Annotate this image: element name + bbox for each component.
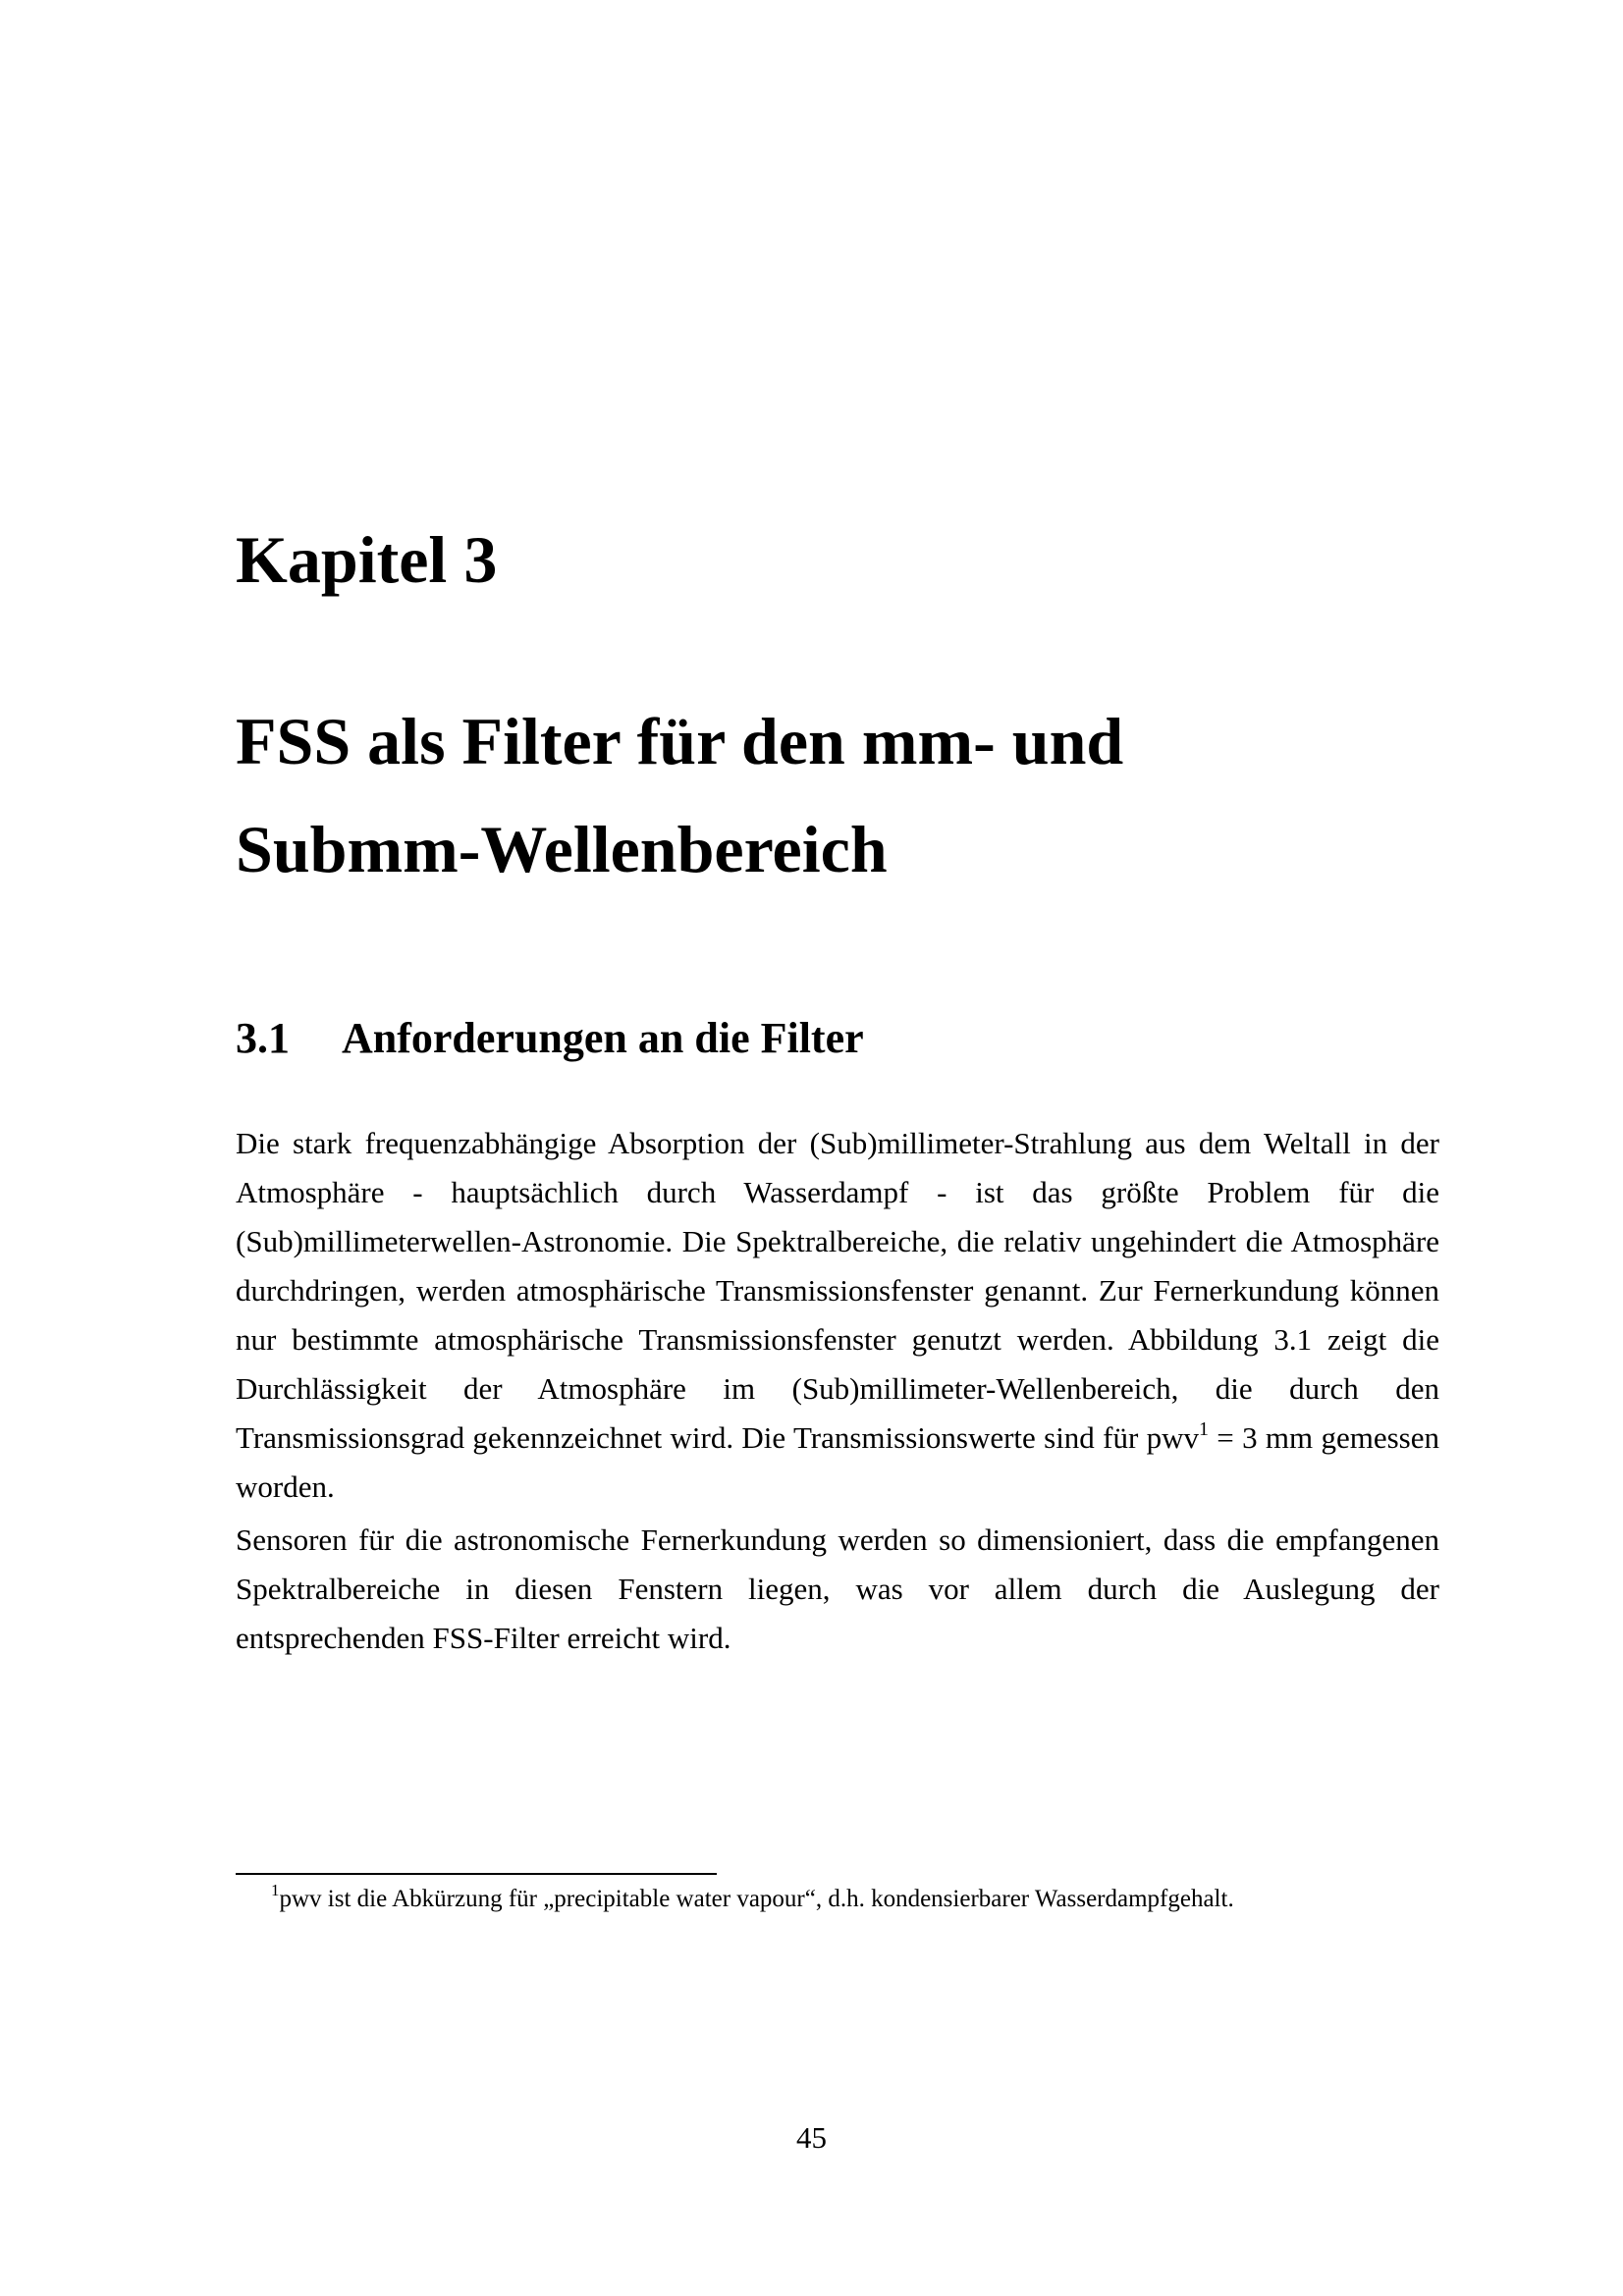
footnote-reference[interactable]: 1 <box>1198 1417 1209 1440</box>
footnote-text: pwv ist die Abkürzung für „precipitable water vapour“, d.h. kondensierbarer Wasserdampfgehalt. <box>279 1886 1234 1912</box>
footnote <box>236 1882 1439 1917</box>
footnote-mark: 1 <box>271 1880 280 1899</box>
body-text <box>236 1119 1439 1667</box>
section-heading <box>236 1011 864 1066</box>
paragraph-1-text: Die stark frequenzabhängige Absorption der (Sub)millimeter-Strahlung aus dem Weltall in der Atmosphäre - hauptsächlich durch Wasserdampf - ist das größte Problem für die (Sub)millimeterwellen-Astronomie. Die Spektralbereiche, die relativ ungehindert die Atmosphäre durchdringen, werden atmosphärische Transmissionsfenster genannt. Zur Fernerkundung können nur bestimmte atmosphärische Transmissionsfenster genutzt werden. Abbildung 3.1 zeigt die Durchlässigkeit der Atmosphäre im (Sub)millimeter-Wellenbereich, die durch den Transmissionsgrad gekennzeichnet wird. Die Transmissionswerte sind für pwv <box>236 1126 1439 1455</box>
section-title: Anforderungen an die Filter <box>342 1014 864 1062</box>
chapter-title-line-1: FSS als Filter für den mm- und <box>236 704 1124 778</box>
section-number: 3.1 <box>236 1014 290 1062</box>
chapter-label: Kapitel 3 <box>236 522 498 597</box>
chapter-title <box>236 687 1434 903</box>
chapter-title-line-2: Submm-Wellenbereich <box>236 812 888 886</box>
paragraph-1-text-end: = 3 mm gemessen worden. <box>236 1420 1439 1504</box>
paragraph-2: Sensoren für die astronomische Fernerkundung werden so dimensioniert, dass die empfangenen Spektralbereiche in diesen Fenstern liegen, was vor allem durch die Auslegung der entsprechenden FSS-Filter erreicht wird. <box>236 1522 1439 1655</box>
page-number: 45 <box>796 2120 827 2155</box>
paragraph-1 <box>236 1119 1439 1512</box>
footnote-divider <box>236 1873 717 1875</box>
